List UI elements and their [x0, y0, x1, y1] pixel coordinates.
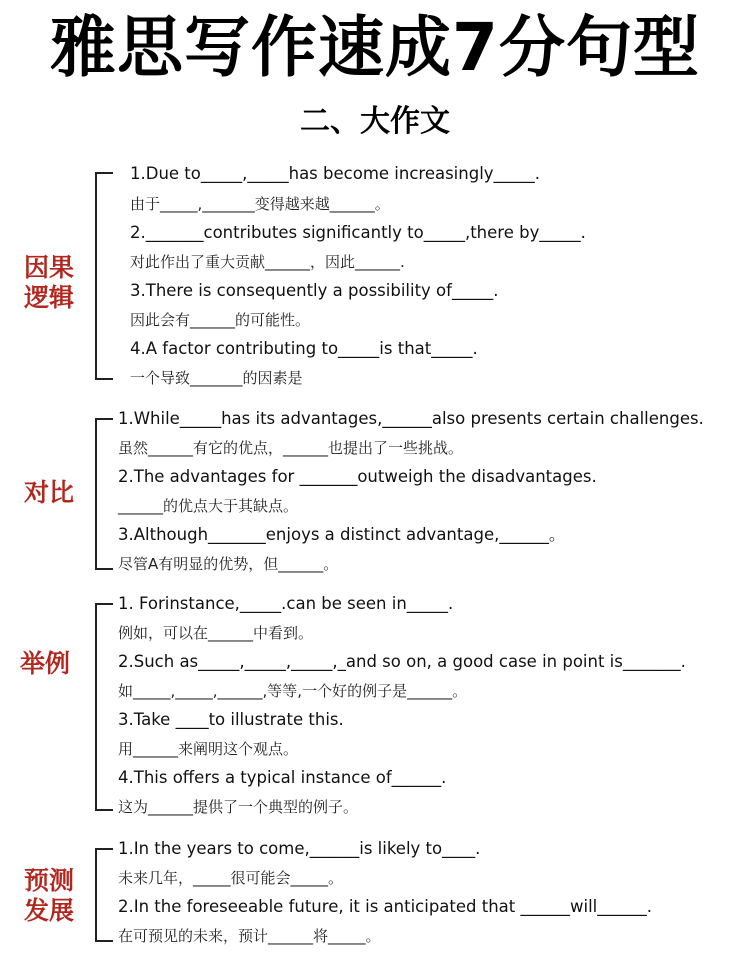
sentence-zh: 因此会有______的可能性。 — [130, 311, 311, 329]
sentence-en: 1.In the years to come,______is likely to____. — [118, 839, 481, 858]
section-label — [15, 649, 75, 679]
sentence-en: 2.Such as_____,_____,_____,_and so on, a good case in point is_______. — [118, 652, 686, 671]
section-bracket — [95, 603, 113, 811]
sentence-en: 3.Take ____to illustrate this. — [118, 710, 344, 729]
sentence-en: 2.The advantages for _______outweigh the disadvantages. — [118, 467, 597, 486]
sentence-zh: 在可预见的未来，预计______将_____。 — [118, 927, 381, 945]
sentence-zh: 未来几年，_____很可能会_____。 — [118, 869, 344, 887]
section-label — [19, 253, 79, 313]
sentence-en: 1.While_____has its advantages,______also presents certain challenges. — [118, 409, 704, 428]
sentence-zh: 用______来阐明这个观点。 — [118, 740, 299, 758]
section-bracket — [95, 418, 113, 570]
sentence-zh: 对此作出了重大贡献______，因此______. — [130, 253, 405, 271]
section-bracket — [95, 172, 113, 380]
sentence-zh: 一个导致_______的因素是 — [130, 369, 303, 387]
sentence-zh: ______的优点大于其缺点。 — [118, 497, 299, 515]
sentence-zh: 例如，可以在______中看到。 — [118, 624, 314, 642]
sentence-zh: 这为______提供了一个典型的例子。 — [118, 798, 359, 816]
section-bracket — [95, 848, 113, 942]
sentence-zh: 尽管A有明显的优势，但______。 — [118, 555, 339, 573]
sentence-zh: 由于_____,_______变得越来越______。 — [130, 195, 390, 213]
section-label-text: 因果 逻辑 — [23, 253, 74, 312]
sentence-en: 2.In the foreseeable future, it is anticipated that ______will______. — [118, 897, 653, 916]
page-title: 雅思写作速成7分句型 — [50, 9, 700, 86]
section-label — [19, 478, 79, 508]
sentence-en: 2._______contributes significantly to_____,there by_____. — [130, 223, 586, 242]
sentence-en: 1.Due to_____,_____has become increasingly_____. — [130, 164, 541, 183]
sentence-en: 3.There is consequently a possibility of_____. — [130, 281, 499, 300]
section-label-text: 对比 — [23, 478, 74, 507]
sentence-en: 4.A factor contributing to_____is that_____. — [130, 339, 478, 358]
sentence-en: 3.Although_______enjoys a distinct advantage,______。 — [118, 525, 566, 544]
sentence-en: 1. Forinstance,_____.can be seen in_____. — [118, 594, 454, 613]
sentence-zh: 虽然______有它的优点，______也提出了一些挑战。 — [118, 439, 464, 457]
section-label-text: 预测 发展 — [23, 866, 74, 925]
sentence-en: 4.This offers a typical instance of______. — [118, 768, 447, 787]
section-label — [19, 866, 79, 926]
page-subtitle: 二、大作文 — [300, 104, 450, 139]
section-label-text: 举例 — [19, 649, 70, 678]
sentence-zh: 如_____,_____,______,等等,一个好的例子是______。 — [118, 682, 468, 700]
